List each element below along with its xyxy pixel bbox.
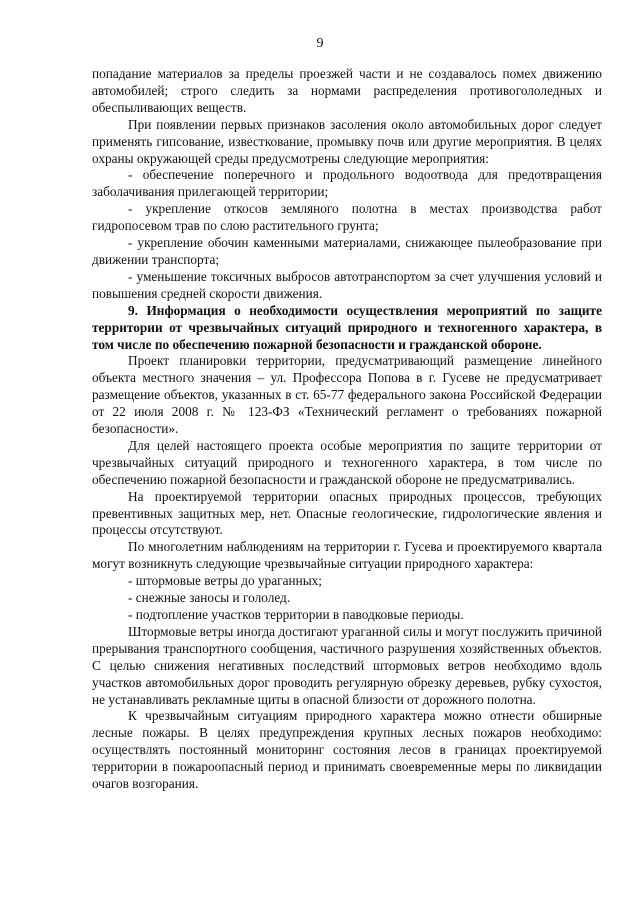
paragraph-planning-project: Проект планировки территории, предусматривающий размещение линейного объекта местного значения – ул. Профессора Попова в г. Гусеве не предусматривает размещение объектов, указанных в ст. 65-77 федерального закона Российской Федерации от 22 июля 2008 г. № 123-ФЗ «Технический регламент о требованиях пожарной безопасности». [92, 353, 602, 437]
paragraph-observations: По многолетним наблюдениям на территории г. Гусева и проектируемого квартала могут возникнуть следующие чрезвычайные ситуации природного характера: [92, 539, 602, 572]
measure-slopes: - укрепление откосов земляного полотна в местах производства работ гидропосевом трав по слою растительного грунта; [92, 201, 602, 234]
measure-drainage: - обеспечение поперечного и продольного водоотвода для предотвращения заболачивания прилегающей территории; [92, 167, 602, 200]
paragraph-hazards: На проектируемой территории опасных природных процессов, требующих превентивных защитных мер, нет. Опасные геологические, гидрологические явления и процессы отсутствуют. [92, 488, 602, 538]
section-heading-9: 9. Информация о необходимости осуществления мероприятий по защите территории от чрезвычайных ситуаций природного и техногенного характера, в том числе по обеспечению пожарной безопасности и гражданской обороне. [92, 302, 602, 352]
paragraph-special-measures: Для целей настоящего проекта особые мероприятия по защите территории от чрезвычайных ситуаций природного и техногенного характера, в том числе по обеспечению пожарной безопасности и гражданской обороне не предусматривались. [92, 437, 602, 487]
paragraph-salinization: При появлении первых признаков засоления около автомобильных дорог следует применять гипсование, известкование, промывку почв или другие мероприятия. В целях охраны окружающей среды предусмотрены следующие мероприятия: [92, 116, 602, 166]
measure-shoulders: - укрепление обочин каменными материалами, снижающее пылеобразование при движении транспорта; [92, 235, 602, 267]
page-number: 9 [316, 36, 324, 51]
paragraph-continuation: попадание материалов за пределы проезжей части и не создавалось помех движению автомобилей; строго следить за нормами распределения противогололедных и обеспыливающих веществ. [92, 66, 602, 115]
page-body [92, 66, 602, 793]
emergency-snow-ice: - снежные заносы и гололед. [128, 590, 291, 606]
emergency-flooding: - подтопление участков территории в паводковые периоды. [128, 607, 464, 622]
paragraph-forest-fires: К чрезвычайным ситуациям природного характера можно отнести обширные лесные пожары. В целях предупреждения крупных лесных пожаров необходимо: осуществлять постоянный мониторинг состояния лесов в границах проектируемой территории в пожароопасный период и принимать своевременные меры по ликвидации очагов возгорания. [92, 708, 602, 792]
emergency-storm-winds: - штормовые ветры до ураганных; [128, 573, 323, 589]
paragraph-storm-winds: Штормовые ветры иногда достигают ураганной силы и могут послужить причиной прерывания транспортного сообщения, частичного разрушения хозяйственных объектов. С целью снижения негативных последствий штормовых ветров необходимо вдоль участков автомобильных дорог проводить регулярную обрезку деревьев, рубку сухостоя, не устанавливать рекламные щиты в опасной близости от дорожного полотна. [92, 623, 602, 707]
measure-emissions: - уменьшение токсичных выбросов автотранспортом за счет улучшения условий и повышения средней скорости движения. [92, 268, 602, 301]
